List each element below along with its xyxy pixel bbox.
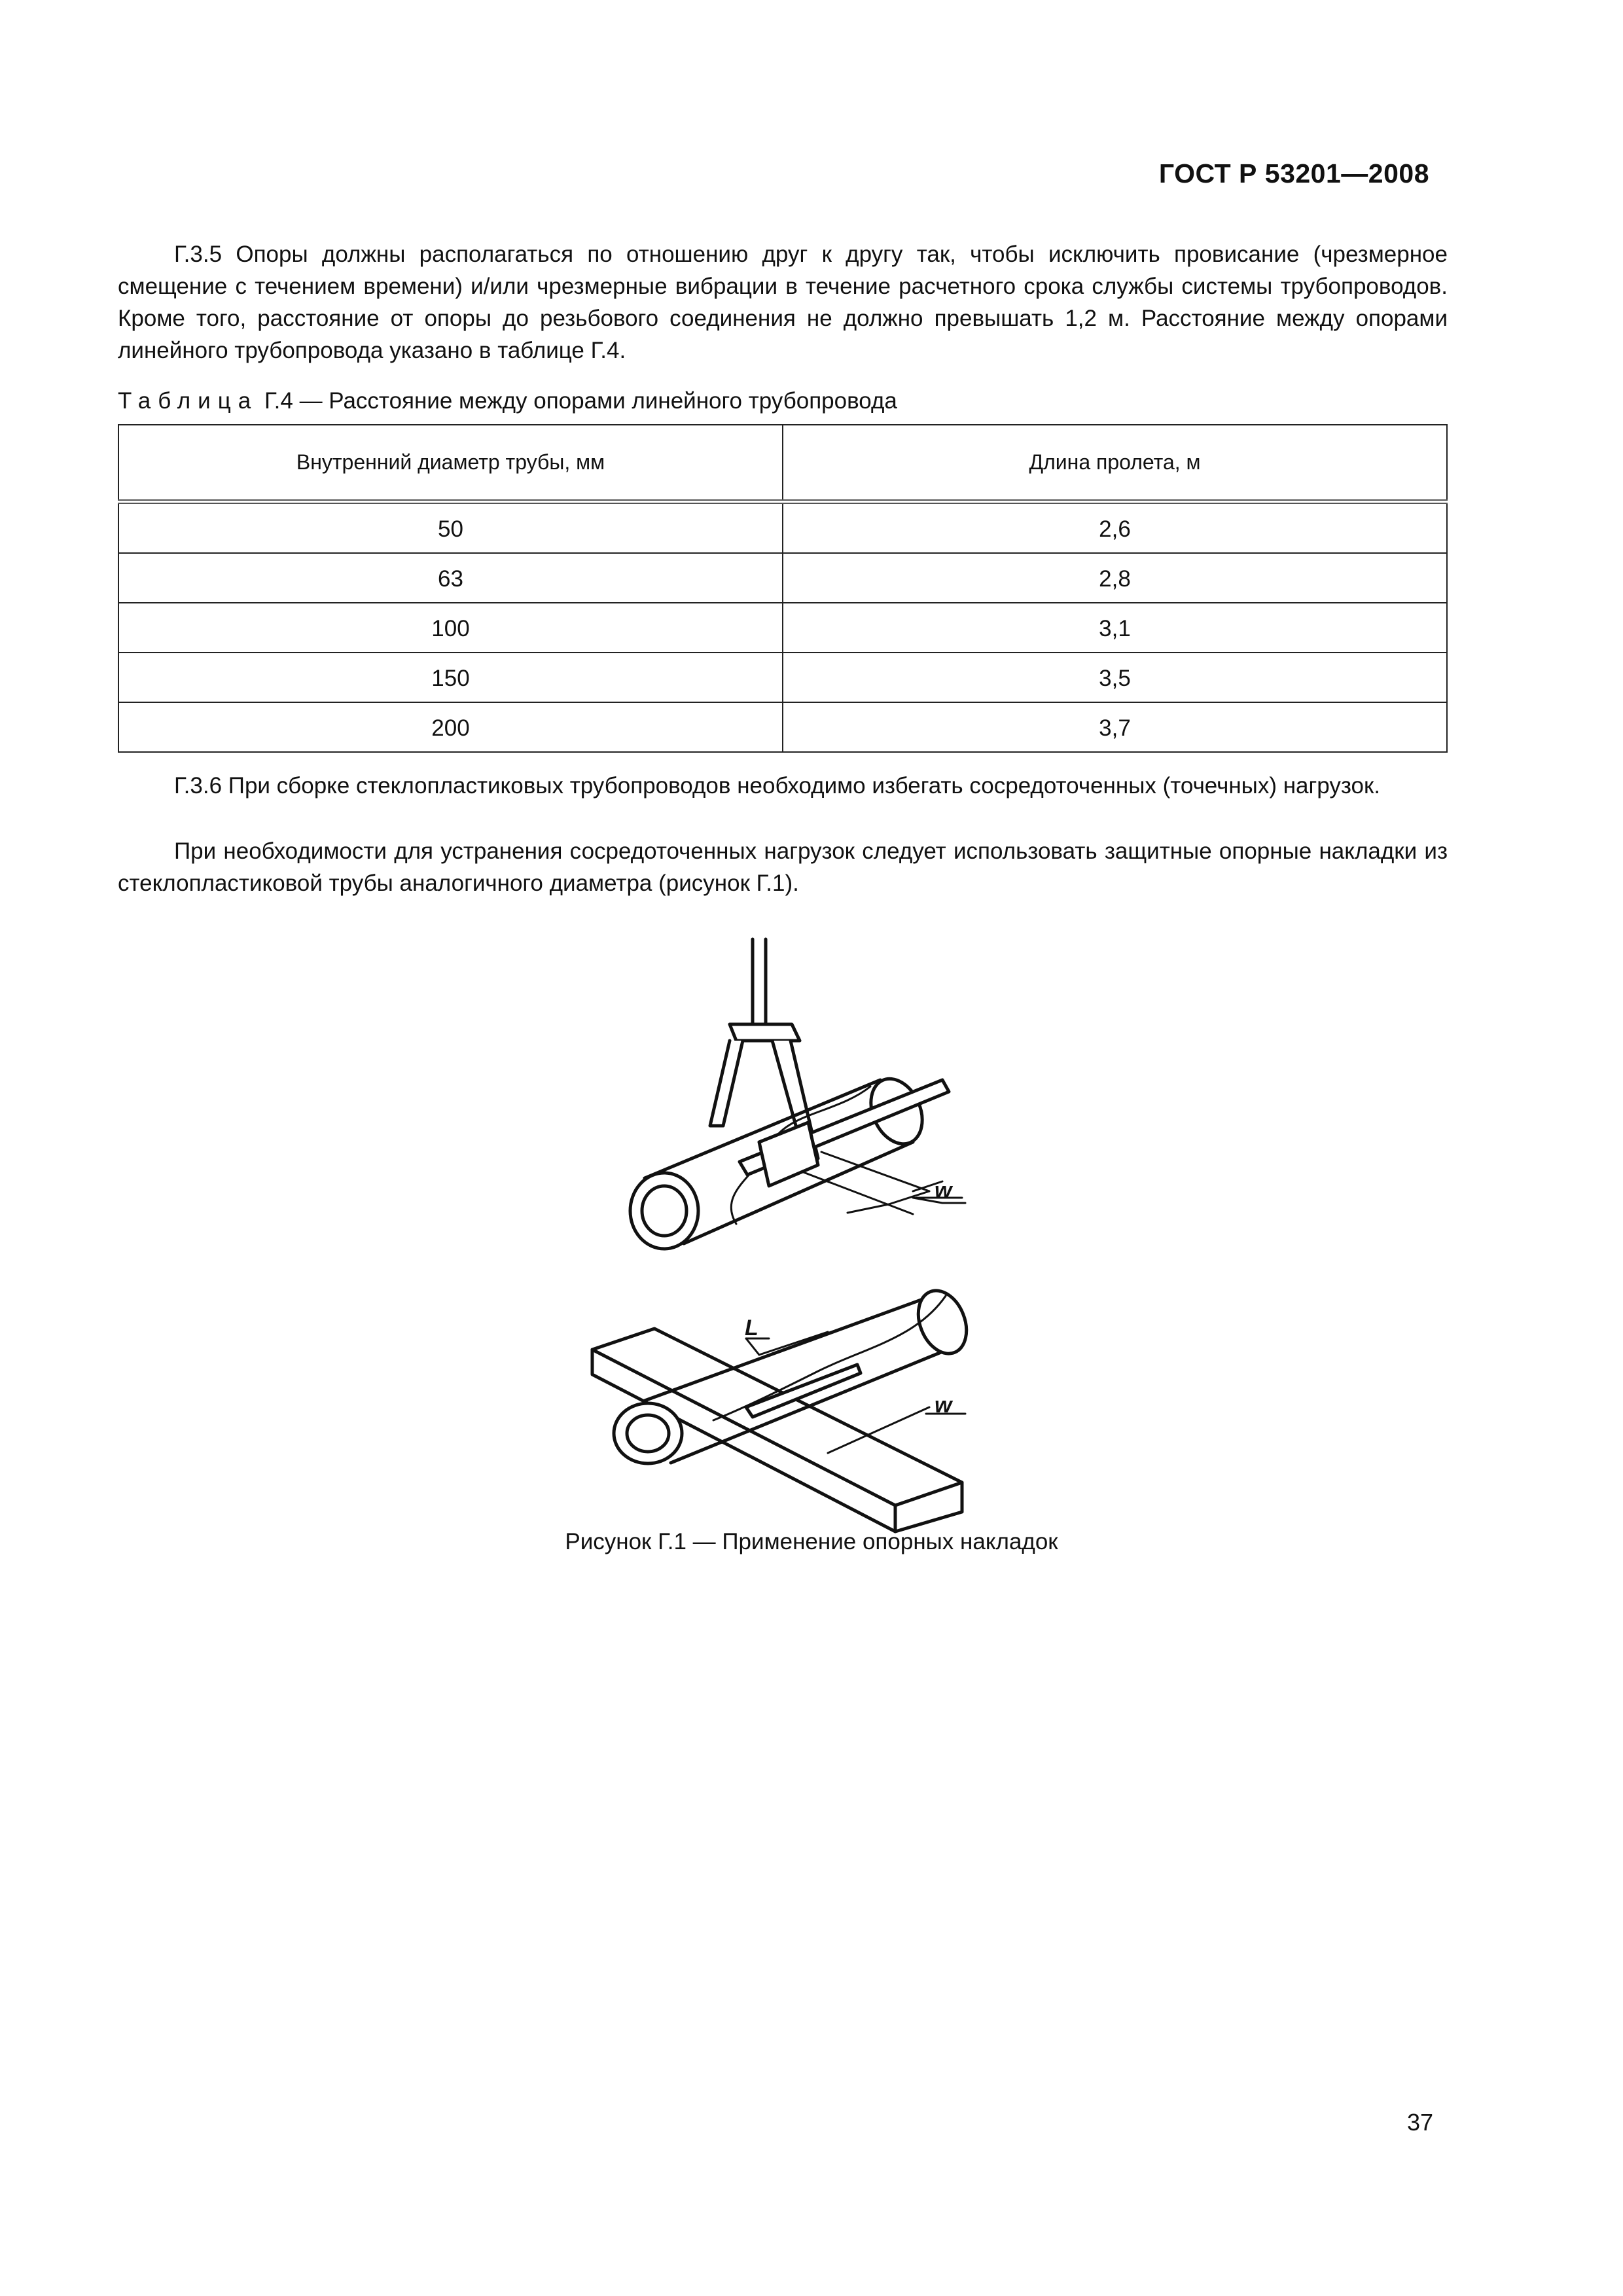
lifted-pipe-drawing bbox=[630, 939, 965, 1249]
paragraph-g36-continued bbox=[118, 835, 1448, 899]
document-code: ГОСТ Р 53201—2008 bbox=[1158, 158, 1429, 188]
table-row bbox=[118, 653, 1447, 702]
figure-caption: Рисунок Г.1 — Применение опорных накладок bbox=[565, 1529, 1058, 1554]
table-title: Г.4 — Расстояние между опорами линейного трубопровода bbox=[264, 388, 897, 414]
page-number: 37 bbox=[1406, 2109, 1433, 2136]
column-header-span: Длина пролета, м bbox=[783, 425, 1447, 502]
dimension-label-L: L bbox=[745, 1316, 758, 1340]
table-label: Таблица bbox=[118, 388, 259, 414]
table-cell: 50 bbox=[118, 502, 783, 554]
table-cell: 2,6 bbox=[783, 502, 1447, 554]
support-spacing-table bbox=[118, 424, 1448, 753]
table-row bbox=[118, 603, 1447, 653]
paragraph-g35-text: Г.3.5 Опоры должны располагаться по отношению друг к другу так, чтобы исключить провисание (чрезмерное смещение с течением времени) и/или чрезмерные вибрации в течение расчетного срока службы системы трубопроводов. Кроме того, расстояние от опоры до резьбового соединения не должно превышать 1,2 м. Расстояние между опорами линейного трубопровода указано в таблице Г.4. bbox=[118, 242, 1448, 363]
paragraph-g36-text: Г.3.6 При сборке стеклопластиковых трубопроводов необходимо избегать сосредоточенных (точечных) нагрузок. bbox=[174, 773, 1381, 798]
dimension-label-w-bottom: w bbox=[935, 1393, 952, 1418]
table-cell: 3,1 bbox=[783, 603, 1447, 653]
table-cell: 100 bbox=[118, 603, 783, 653]
pipe-on-beam-drawing bbox=[592, 1283, 975, 1532]
table-cell: 3,5 bbox=[783, 653, 1447, 702]
table-row bbox=[118, 553, 1447, 603]
table-cell: 150 bbox=[118, 653, 783, 702]
paragraph-g36 bbox=[118, 770, 1448, 802]
table-row bbox=[118, 502, 1447, 554]
paragraph-g35 bbox=[118, 238, 1448, 367]
table-caption bbox=[118, 388, 897, 414]
column-header-diameter: Внутренний диаметр трубы, мм bbox=[118, 425, 783, 502]
table-cell: 3,7 bbox=[783, 702, 1447, 752]
paragraph-g36b-text: При необходимости для устранения сосредоточенных нагрузок следует использовать защитные опорные накладки из стеклопластиковой трубы аналогичного диаметра (рисунок Г.1). bbox=[118, 838, 1448, 896]
table-cell: 2,8 bbox=[783, 553, 1447, 603]
table-cell: 63 bbox=[118, 553, 783, 603]
support-pads-figure bbox=[0, 916, 1623, 1558]
table-row bbox=[118, 702, 1447, 752]
table-cell: 200 bbox=[118, 702, 783, 752]
dimension-label-w-top: w bbox=[935, 1178, 952, 1203]
table-header-row bbox=[118, 425, 1447, 502]
